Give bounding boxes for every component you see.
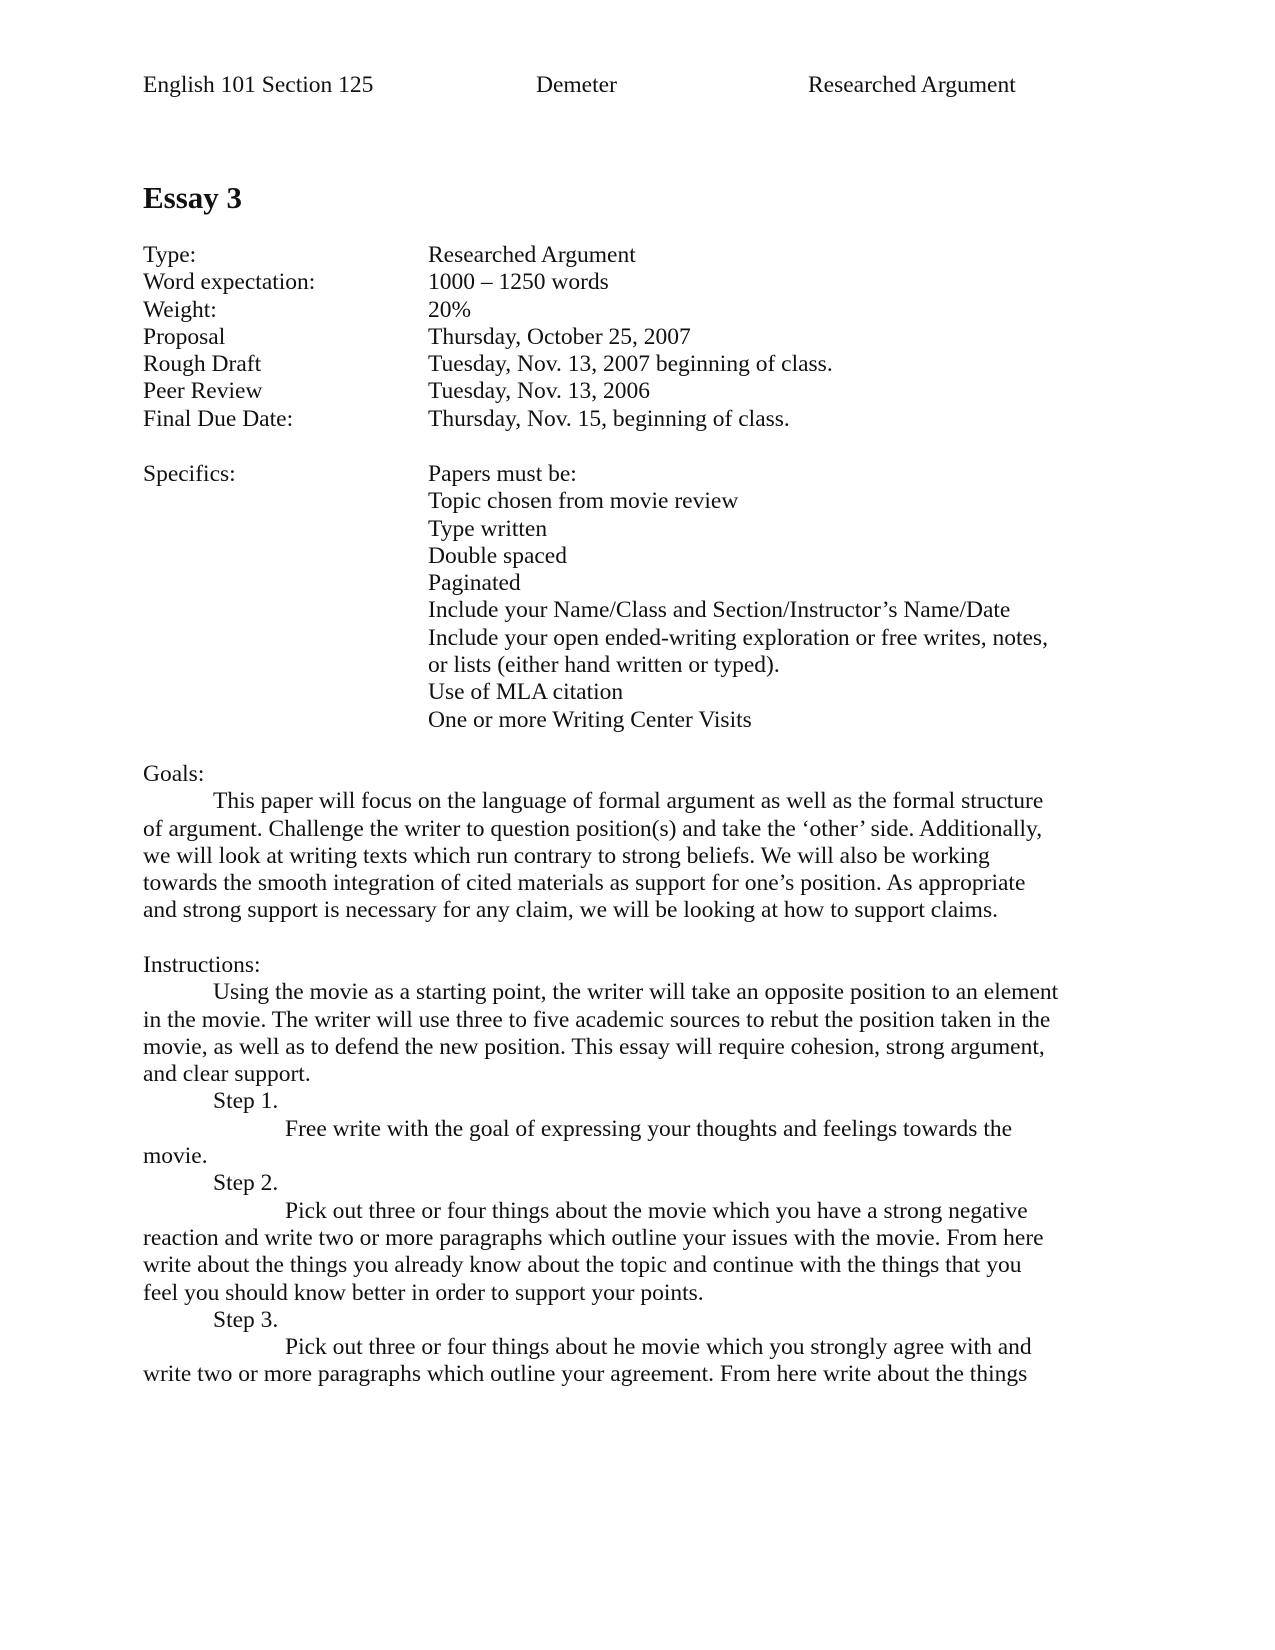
detail-value: Researched Argument — [428, 242, 636, 268]
details-values — [428, 242, 833, 433]
instructions-line: Free write with the goal of expressing your thoughts and feelings towards the — [285, 1115, 1013, 1142]
detail-label: Peer Review — [143, 378, 263, 405]
instructions-line: Pick out three or four things about the movie which you have a strong negative — [285, 1197, 1028, 1224]
instructions-line: and clear support. — [143, 1061, 311, 1088]
detail-label: Weight: — [143, 296, 217, 323]
goals-line: This paper will focus on the language of formal argument as well as the formal structure — [213, 788, 1044, 815]
detail-label: Type: — [143, 242, 197, 268]
detail-value: Thursday, October 25, 2007 — [428, 323, 691, 350]
specifics-item: Use of MLA citation — [428, 679, 624, 706]
goals-line: towards the smooth integration of cited materials as support for one’s position. As appropriate — [143, 870, 1026, 897]
detail-label: Word expectation: — [143, 269, 316, 296]
instructions-line: movie, as well as to defend the new position. This essay will require cohesion, strong argument, — [143, 1033, 1045, 1060]
specifics-item: or lists (either hand written or typed). — [428, 652, 780, 679]
specifics-item: Double spaced — [428, 542, 567, 569]
specifics-item: Paginated — [428, 570, 521, 597]
details-labels — [143, 242, 315, 433]
instructions-line: reaction and write two or more paragraphs which outline your issues with the movie. From here — [143, 1224, 1044, 1251]
instructions-line: Step 1. — [213, 1088, 279, 1115]
detail-value: 20% — [428, 296, 472, 323]
goals-line: and strong support is necessary for any claim, we will be looking at how to support claims. — [143, 897, 998, 924]
goals-heading: Goals: — [143, 761, 205, 787]
specifics-item: Include your Name/Class and Section/Instructor’s Name/Date — [428, 597, 1011, 624]
goals-line: we will look at writing texts which run contrary to strong beliefs. We will also be working — [143, 842, 990, 869]
instructions-line: Pick out three or four things about he movie which you strongly agree with and — [285, 1334, 1032, 1361]
specifics-item: Papers must be: — [428, 461, 577, 487]
detail-value: Thursday, Nov. 15, beginning of class. — [428, 405, 790, 432]
detail-label: Rough Draft — [143, 351, 262, 378]
instructions-heading: Instructions: — [143, 952, 261, 978]
instructions-section — [143, 952, 1143, 1389]
page-title: Essay 3 — [143, 180, 243, 215]
instructions-line: Step 3. — [213, 1306, 279, 1333]
goals-line: of argument. Challenge the writer to question position(s) and take the ‘other’ side. Additionally, — [143, 815, 1043, 842]
specifics-item: One or more Writing Center Visits — [428, 706, 752, 733]
instructions-line: Step 2. — [213, 1170, 279, 1197]
detail-label: Proposal — [143, 323, 226, 350]
specifics-label: Specifics: — [143, 461, 236, 487]
header-assignment: Researched Argument — [808, 72, 1016, 98]
specifics-item: Include your open ended-writing exploration or free writes, notes, — [428, 624, 1048, 651]
instructions-line: write two or more paragraphs which outline your agreement. From here write about the things — [143, 1361, 1028, 1388]
header-course: English 101 Section 125 — [143, 72, 374, 98]
goals-section — [143, 761, 1143, 925]
detail-value: Tuesday, Nov. 13, 2006 — [428, 378, 650, 405]
specifics-item: Topic chosen from movie review — [428, 488, 739, 515]
instructions-line: write about the things you already know about the topic and continue with the things that you — [143, 1252, 1022, 1279]
detail-label: Final Due Date: — [143, 405, 294, 432]
instructions-line: movie. — [143, 1143, 208, 1170]
detail-value: Tuesday, Nov. 13, 2007 beginning of class. — [428, 351, 833, 378]
instructions-line: in the movie. The writer will use three to five academic sources to rebut the position taken in the — [143, 1006, 1051, 1033]
instructions-line: feel you should know better in order to support your points. — [143, 1279, 704, 1306]
header-instructor: Demeter — [536, 72, 617, 98]
instructions-line: Using the movie as a starting point, the writer will take an opposite position to an element — [213, 979, 1059, 1006]
detail-value: 1000 – 1250 words — [428, 269, 609, 296]
specifics-list — [428, 461, 1048, 734]
specifics-item: Type written — [428, 515, 548, 542]
